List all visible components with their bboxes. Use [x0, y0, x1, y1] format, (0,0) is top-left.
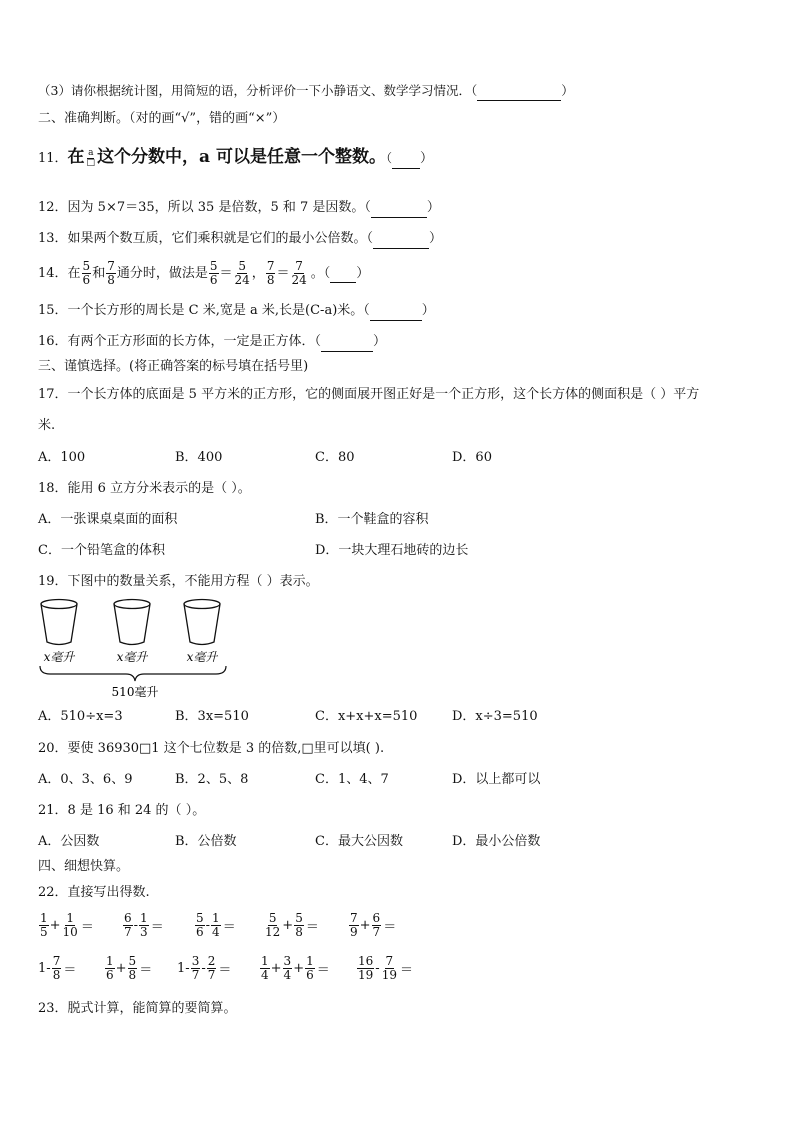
fraction: $\frac{6}{7}$: [372, 911, 381, 939]
calc-item: 1 - $\frac{3}{7}$ - $\frac{2}{7}$ ＝: [177, 954, 232, 982]
option-a[interactable]: A．510÷x=3: [38, 709, 123, 724]
question-3-analysis: （3）请你根据统计图，用简短的语，分析评价一下小静语文、数学学习情况．（ ）: [38, 82, 574, 101]
fraction: $\frac{7}{19}$: [381, 954, 397, 982]
fraction: $\frac{1}{4}$: [261, 954, 269, 982]
fraction: $\frac{a}{□}$: [86, 148, 96, 168]
question-18: 18．能用 6 立方分米表示的是（ ）。: [38, 481, 251, 496]
option-b[interactable]: B．公倍数: [175, 834, 237, 849]
calc-item: 1 - $\frac{7}{8}$ ＝: [38, 954, 77, 982]
answer-blank[interactable]: [371, 199, 427, 218]
question-16: 16．有两个正方形面的长方体，一定是正方体．（ ）: [38, 333, 386, 352]
calc-item: $\frac{16}{19}$ - $\frac{7}{19}$ ＝: [358, 954, 413, 982]
option-a[interactable]: A．一张课桌桌面的面积: [38, 512, 178, 527]
option-a[interactable]: A．100: [38, 450, 86, 465]
fraction: $\frac{5}{6}$: [196, 911, 204, 939]
section-3-heading: 三、谨慎选择。(将正确答案的标号填在括号里): [38, 359, 309, 374]
fraction: $\frac{3}{7}$: [191, 954, 200, 982]
calc-item: $\frac{1}{5}$ + $\frac{1}{10}$ ＝: [40, 911, 94, 939]
option-d[interactable]: D．以上都可以: [452, 772, 541, 787]
fraction: $\frac{1}{4}$: [212, 911, 220, 939]
brace: [40, 666, 226, 681]
answer-blank[interactable]: [330, 264, 356, 283]
question-23: 23．脱式计算，能简算的要简算。: [38, 1001, 237, 1016]
question-13: 13．如果两个数互质，它们乘积就是它们的最小公倍数。（ ）: [38, 230, 442, 249]
question-17: 17．一个长方体的底面是 5 平方米的正方形，它的侧面展开图正好是一个正方形，这个长方体的侧面积是（ ）平方: [38, 387, 700, 402]
answer-blank[interactable]: [373, 230, 429, 249]
fraction: $\frac{5}{6}$: [82, 259, 91, 287]
cups-figure: [38, 598, 238, 703]
fraction: $\frac{2}{7}$: [207, 954, 216, 982]
cup-label: x毫升: [116, 650, 148, 664]
question-19: 19．下图中的数量关系，不能用方程（ ）表示。: [38, 574, 319, 589]
calc-item: $\frac{7}{9}$ + $\frac{6}{7}$ ＝: [350, 911, 397, 939]
option-c[interactable]: C．x+x+x=510: [315, 709, 418, 724]
fraction: $\frac{3}{4}$: [283, 954, 292, 982]
question-12: 12．因为 5×7＝35，所以 35 是倍数，5 和 7 是因数。（ ）: [38, 199, 440, 218]
fraction: $\frac{7}{8}$: [52, 954, 61, 982]
fraction: $\frac{1}{5}$: [40, 911, 48, 939]
total-label: 510毫升: [111, 685, 159, 699]
question-17-continued: 米.: [38, 418, 56, 433]
cup-icon: [41, 600, 77, 645]
fraction: $\frac{1}{10}$: [62, 911, 78, 939]
option-d[interactable]: D．一块大理石地砖的边长: [315, 543, 469, 558]
option-a[interactable]: A．0、3、6、9: [38, 772, 133, 787]
option-c[interactable]: C．80: [315, 450, 355, 465]
fraction: $\frac{1}{6}$: [106, 954, 114, 982]
question-22: 22．直接写出得数.: [38, 885, 150, 900]
answer-blank[interactable]: [321, 333, 373, 352]
option-b[interactable]: B．一个鞋盒的容积: [315, 512, 429, 527]
option-a[interactable]: A．公因数: [38, 834, 100, 849]
fraction: $\frac{5}{6}$: [209, 259, 218, 287]
option-d[interactable]: D．60: [452, 450, 492, 465]
fraction: $\frac{7}{24}$: [291, 259, 307, 287]
fraction: $\frac{5}{8}$: [295, 911, 303, 939]
fraction: $\frac{1}{3}$: [140, 911, 148, 939]
question-14: 14．在 $\frac{5}{6}$ 和 $\frac{7}{8}$ 通分时，做法是 $\frac{5}{6}$ ＝ $\frac{5}{24}$ ， $\frac{7}{8}$ ＝ $\frac{7}{24}$ 。（ ）: [38, 259, 370, 287]
answer-blank[interactable]: [477, 82, 561, 101]
cup-label: x毫升: [43, 650, 75, 664]
question-15: 15．一个长方形的周长是 C 米,宽是 a 米,长是(C-a)米。（ ）: [38, 302, 435, 321]
section-2-heading: 二、准确判断。（对的画“√”，错的画“×”）: [38, 111, 286, 126]
fraction: $\frac{7}{8}$: [107, 259, 115, 287]
fraction: $\frac{7}{8}$: [266, 259, 275, 287]
cup-icon: [114, 600, 150, 645]
fraction: $\frac{16}{19}$: [358, 954, 374, 982]
fraction: $\frac{1}{6}$: [306, 954, 314, 982]
question-11: 11．在 $\frac{a}{□}$ 这个分数中，a 可以是任意一个整数。（ ）: [38, 147, 434, 168]
calc-item: $\frac{5}{6}$ - $\frac{1}{4}$ ＝: [196, 911, 236, 939]
option-c[interactable]: C．1、4、7: [315, 772, 389, 787]
option-c[interactable]: C．最大公因数: [315, 834, 403, 849]
option-b[interactable]: B．400: [175, 450, 223, 465]
calc-item: $\frac{1}{6}$ + $\frac{5}{8}$ ＝: [106, 954, 153, 982]
calc-item: $\frac{6}{7}$ - $\frac{1}{3}$ ＝: [124, 911, 164, 939]
option-d[interactable]: D．最小公倍数: [452, 834, 541, 849]
option-b[interactable]: B．2、5、8: [175, 772, 249, 787]
option-b[interactable]: B．3x=510: [175, 709, 249, 724]
fraction: $\frac{5}{8}$: [128, 954, 137, 982]
question-21: 21．8 是 16 和 24 的（ ）。: [38, 803, 206, 818]
calc-item: $\frac{5}{12}$ + $\frac{5}{8}$ ＝: [265, 911, 319, 939]
cup-icon: [184, 600, 220, 645]
calc-item: $\frac{1}{4}$ + $\frac{3}{4}$ + $\frac{1}{6}$ ＝: [261, 954, 330, 982]
fraction: $\frac{5}{12}$: [265, 911, 281, 939]
question-20: 20．要使 36930□1 这个七位数是 3 的倍数,□里可以填( ).: [38, 741, 385, 756]
fraction: $\frac{5}{24}$: [234, 259, 250, 287]
cup-label: x毫升: [186, 650, 218, 664]
fraction: $\frac{7}{9}$: [350, 911, 358, 939]
section-4-heading: 四、细想快算。: [38, 859, 130, 874]
answer-blank[interactable]: [392, 150, 420, 169]
option-c[interactable]: C．一个铅笔盒的体积: [38, 543, 165, 558]
option-d[interactable]: D．x÷3=510: [452, 709, 538, 724]
fraction: $\frac{6}{7}$: [124, 911, 132, 939]
answer-blank[interactable]: [370, 302, 422, 321]
